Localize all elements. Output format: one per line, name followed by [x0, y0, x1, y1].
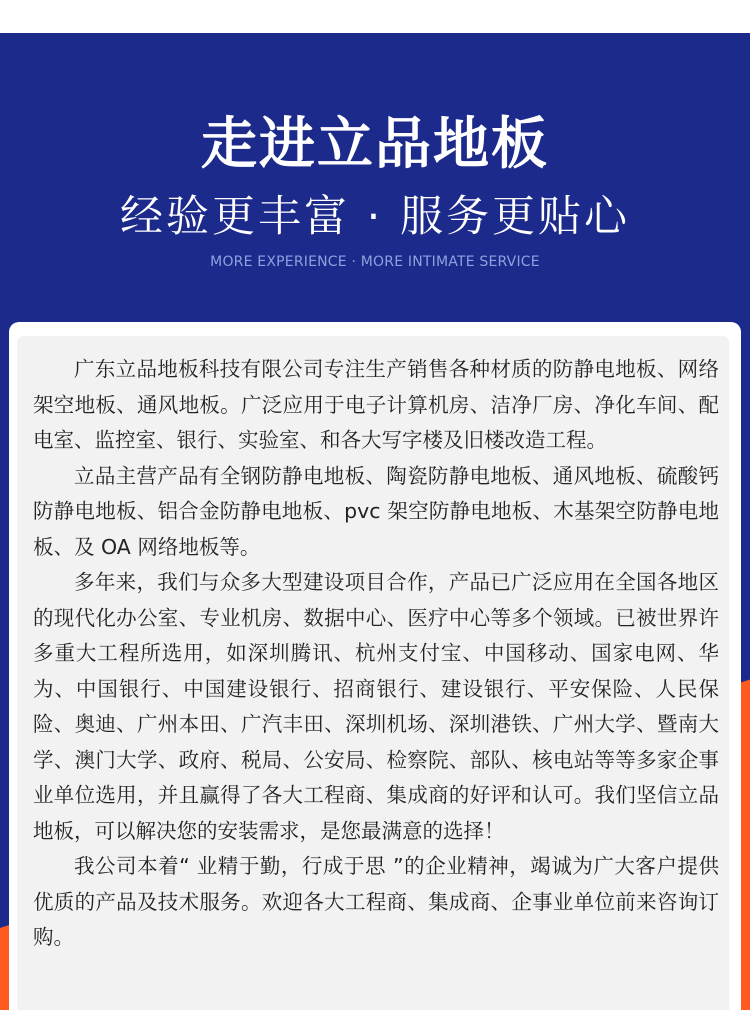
intro-paragraph: 广东立品地板科技有限公司专注生产销售各种材质的防静电地板、网络架空地板、通风地板。广泛应用于电子计算机房、洁净厂房、净化车间、配电室、监控室、银行、实验室、和各大写字楼及旧楼改造工程。	[33, 357, 719, 452]
intro-card-inner	[17, 336, 729, 1010]
products-paragraph: 立品主营产品有全钢防静电地板、陶瓷防静电地板、通风地板、硫酸钙防静电地板、铝合金防静电地板、pvc 架空防静电地板、木基架空防静电地板、及 OA 网络地板等。	[33, 463, 719, 559]
clients-paragraph: 多年来，我们与众多大型建设项目合作，产品已广泛应用在全国各地区的现代化办公室、专业机房、数据中心、医疗中心等多个领域。已被世界许多重大工程所选用，如深圳腾讯、杭州支付宝、中国移动、国家电网、华为、中国银行、中国建设银行、招商银行、建设银行、平安保险、人民保险、奥迪、广州本田、广汽丰田、深圳机场、深圳港铁、广州大学、暨南大学、澳门大学、政府、税局、公安局、检察院、部队、核电站等等多家企事业单位选用，并且赢得了各大工程商、集成商的好评和认可。我们坚信立品地板，可以解决您的安装需求，是您最满意的选择！	[33, 570, 719, 843]
top-margin	[0, 0, 750, 33]
page-title: 走进立品地板	[201, 112, 549, 177]
english-subtitle: MORE EXPERIENCE · MORE INTIMATE SERVICE	[210, 254, 540, 270]
page-subtitle: 经验更丰富 · 服务更贴心	[119, 192, 630, 242]
service-paragraph: 我公司本着“ 业精于勤，行成于思 ”的企业精神，竭诚为广大客户提供优质的产品及技术服务。欢迎各大工程商、集成商、企事业单位前来咨询订购。	[33, 854, 719, 949]
intro-card	[9, 322, 741, 1010]
intro-text	[33, 352, 719, 956]
